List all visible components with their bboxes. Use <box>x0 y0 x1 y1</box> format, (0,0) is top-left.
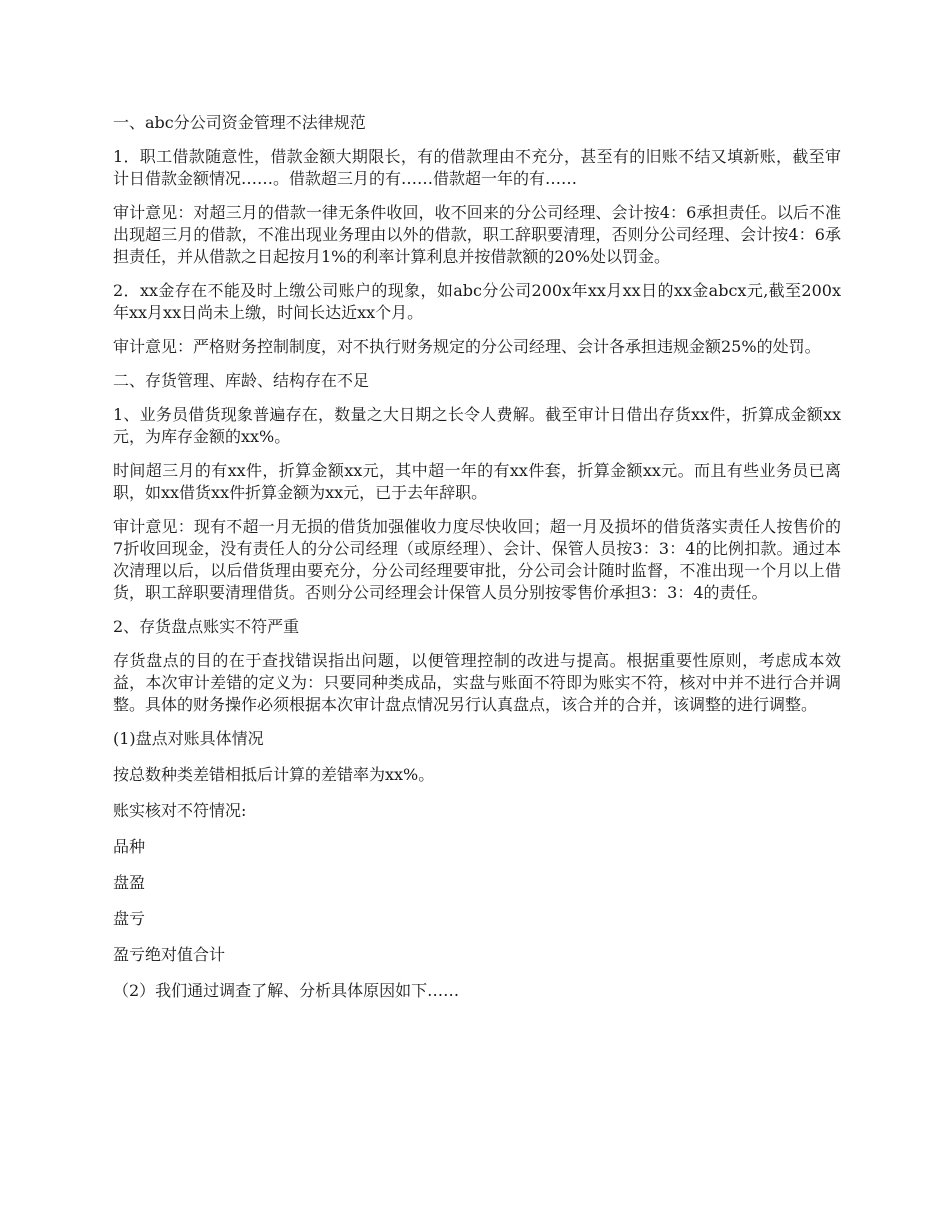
paragraph-overdue-goods: 时间超三月的有xx件，折算金额xx元，其中超一年的有xx件套，折算金额xx元。而且有些业务员已离职，如xx借货xx件折算金额为xx元，已于去年辞职。 <box>113 461 841 502</box>
item-surplus: 盘盈 <box>113 873 146 892</box>
paragraph-audit-opinion-funds: 审计意见：严格财务控制制度，对不执行财务规定的分公司经理、会计各承担违规金额25%的处罚。 <box>113 337 821 356</box>
paragraph-cause-analysis: （2）我们通过调查了解、分析具体原因如下…… <box>113 981 460 1000</box>
subheading-inventory-count: 2、存货盘点账实不符严重 <box>113 617 300 636</box>
paragraph-error-rate: 按总数种类差错相抵后计算的差错率为xx%。 <box>113 765 435 784</box>
paragraph-borrowed-goods: 1、业务员借货现象普遍存在，数量之大日期之长令人费解。截至审计日借出存货xx件，折算成金额xx元，为库存金额的xx%。 <box>113 405 841 446</box>
paragraph-audit-opinion-loans: 审计意见：对超三月的借款一律无条件收回，收不回来的分公司经理、会计按4：6承担责任。以后不准出现超三月的借款，不准出现业务理由以外的借款，职工辞职要清理，否则分公司经理、会计按4：6承担责任，并从借款之日起按月1%的利率计算利息并按借款额的20%处以罚金。 <box>113 203 841 266</box>
item-variety: 品种 <box>113 837 146 856</box>
paragraph-audit-opinion-goods: 审计意见：现有不超一月无损的借货加强催收力度尽快收回；超一月及损坏的借货落实责任人按售价的7折收回现金，没有责任人的分公司经理（或原经理）、会计、保管人员按3：3：4的比例扣款。通过本次清理以后，以后借货理由要充分，分公司经理要审批，分公司会计随时监督，不准出现一个月以上借货，职工辞职要清理借货。否则分公司经理会计保管人员分别按零售价承担3：3：4的责任。 <box>113 517 841 602</box>
item-absolute-total: 盈亏绝对值合计 <box>113 945 226 964</box>
paragraph-mismatch-label: 账实核对不符情况: <box>113 801 247 820</box>
subheading-count-details: (1)盘点对账具体情况 <box>113 729 264 748</box>
item-shortage: 盘亏 <box>113 909 146 928</box>
paragraph-employee-loans: 1．职工借款随意性，借款金额大期限长，有的借款理由不充分，甚至有的旧账不结又填新账，截至审计日借款金额情况……。借款超三月的有……借款超一年的有…… <box>113 147 841 188</box>
paragraph-funds-not-remitted: 2．xx金存在不能及时上缴公司账户的现象，如abc分公司200x年xx月xx日的xx金abcx元,截至200x年xx月xx日尚未上缴，时间长达近xx个月。 <box>113 281 841 322</box>
document-body <box>113 112 841 1016</box>
paragraph-inventory-purpose: 存货盘点的目的在于查找错误指出问题，以便管理控制的改进与提高。根据重要性原则，考虑成本效益，本次审计差错的定义为：只要同种类成品，实盘与账面不符即为账实不符，核对中并不进行合并调整。具体的财务操作必须根据本次审计盘点情况另行认真盘点，该合并的合并，该调整的进行调整。 <box>113 651 841 714</box>
section-heading-2: 二、存货管理、库龄、结构存在不足 <box>113 371 370 390</box>
section-heading-1: 一、abc分公司资金管理不法律规范 <box>113 113 366 132</box>
